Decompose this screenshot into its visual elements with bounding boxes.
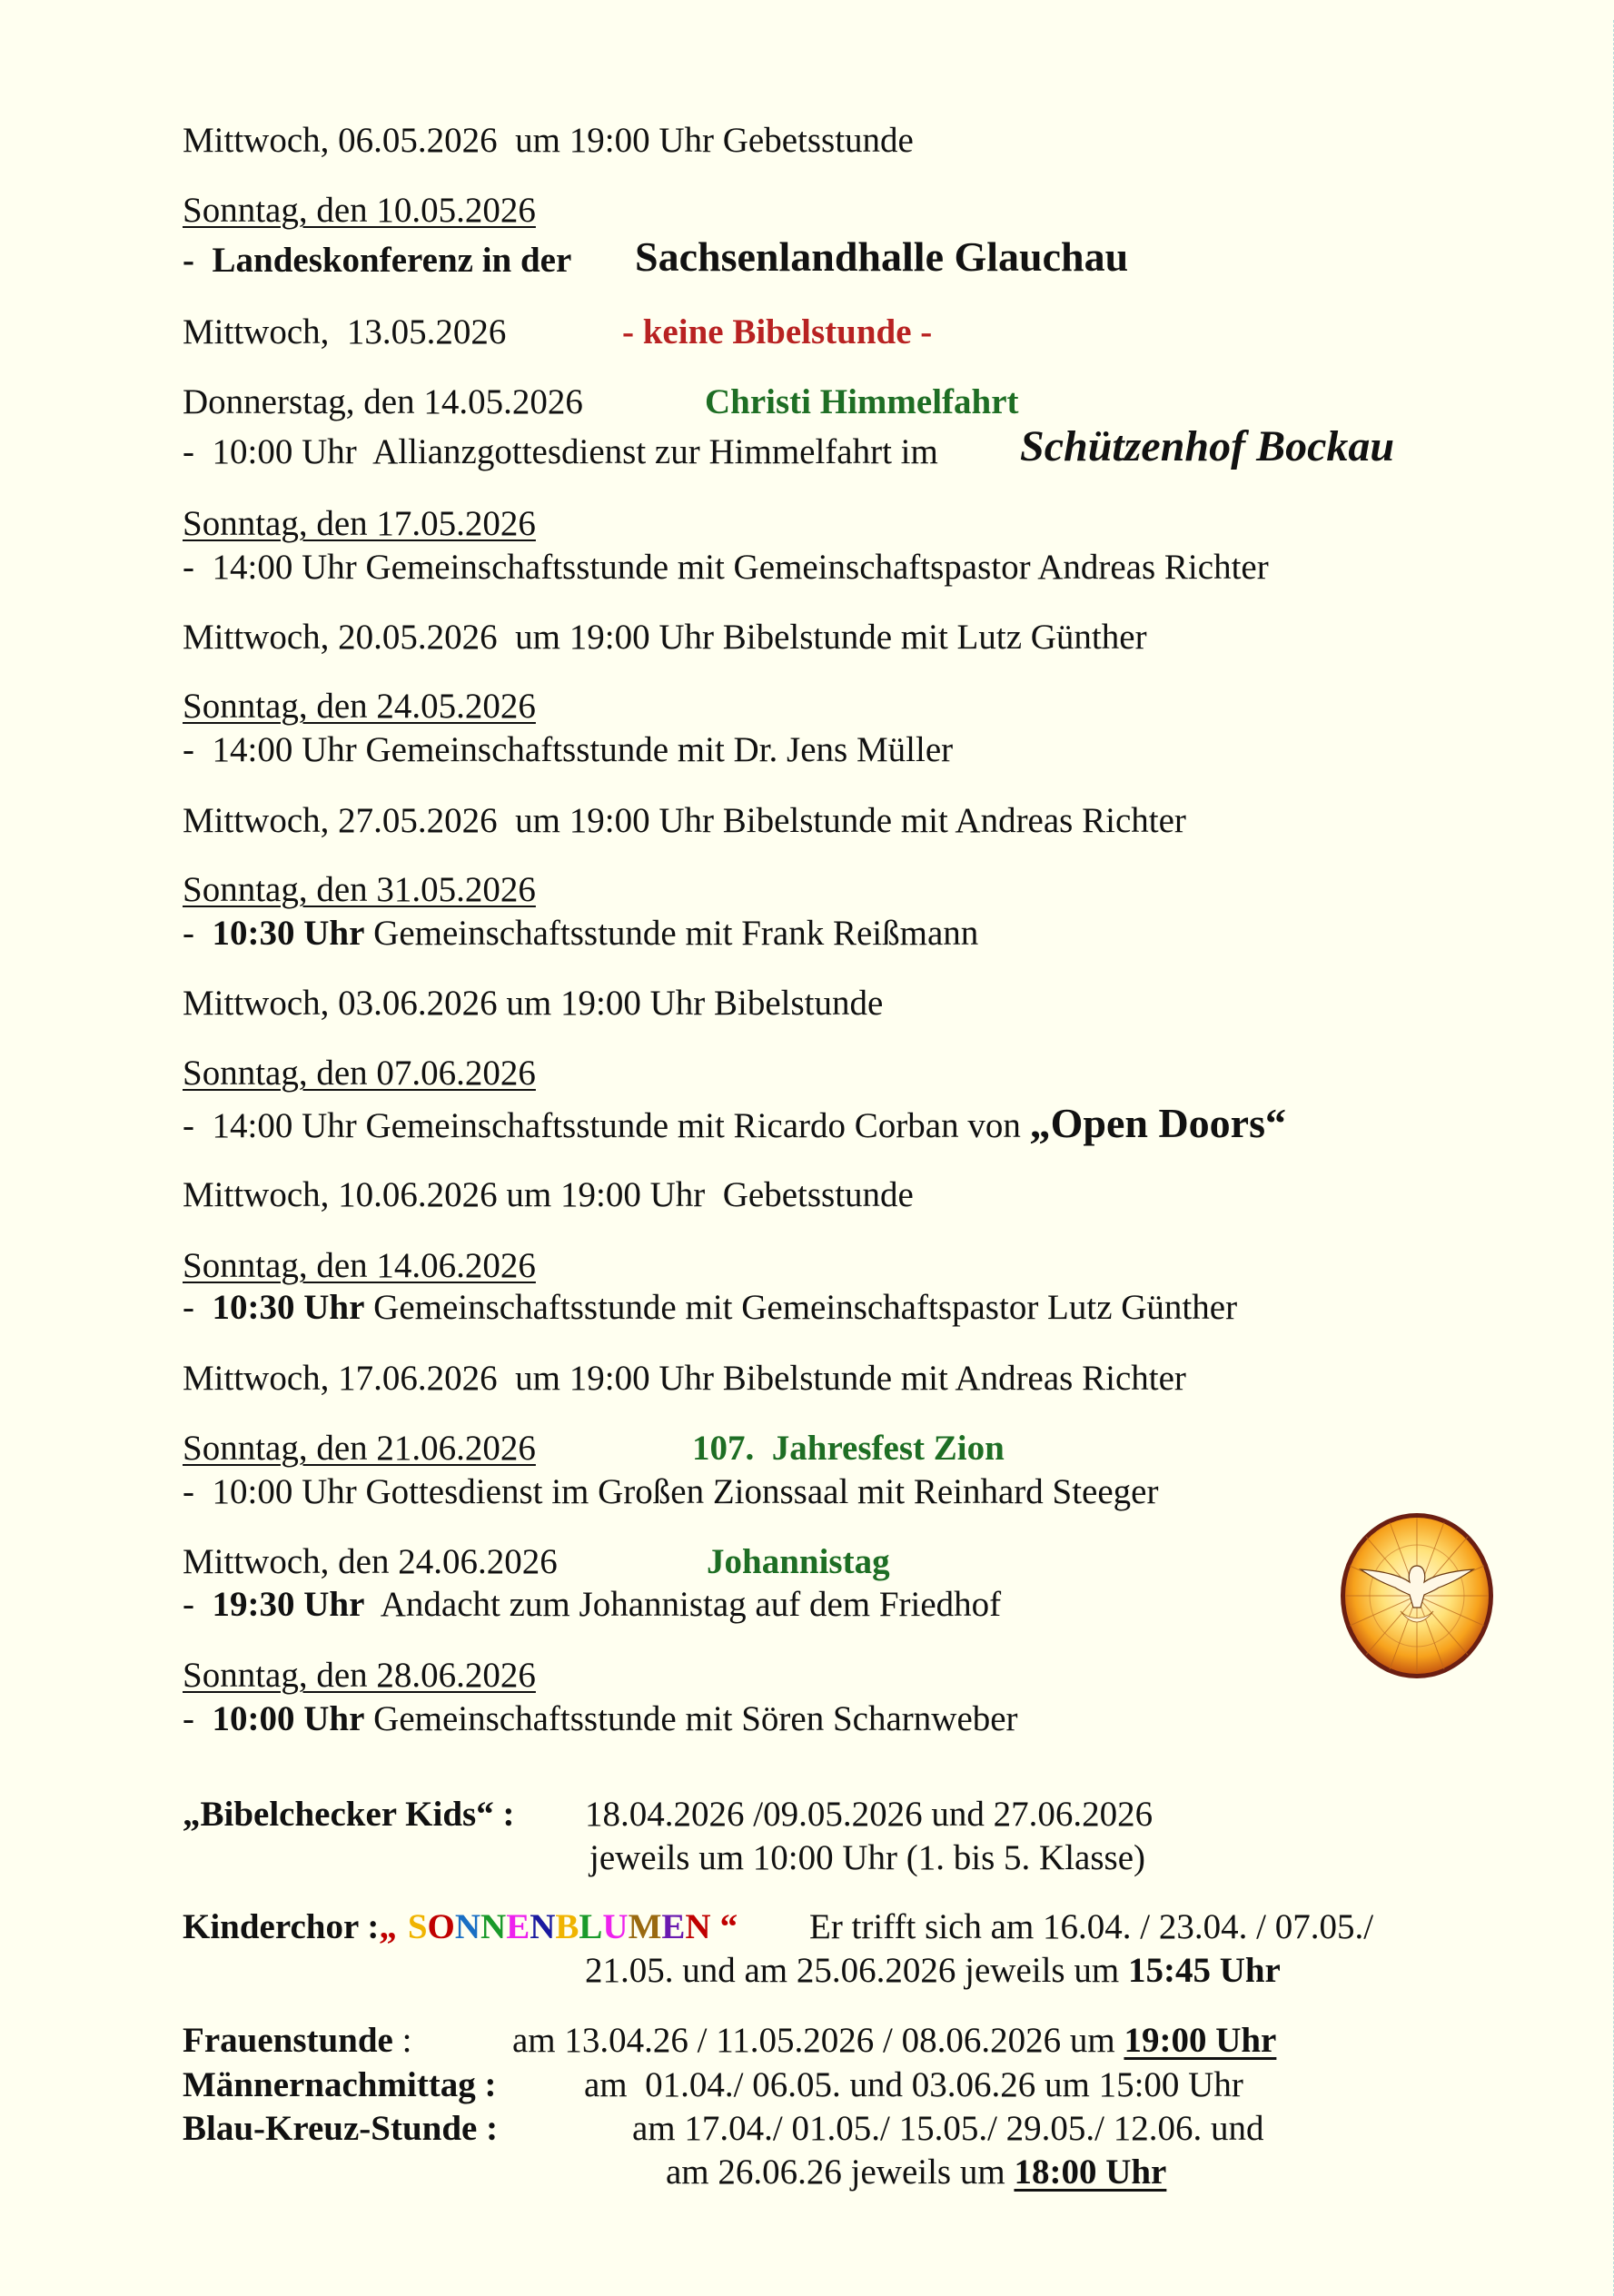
event-holiday-title: Christi Himmelfahrt <box>705 382 1019 421</box>
event-date: Sonntag, den 07.06.2026 <box>183 1054 536 1093</box>
detail-time: 10:30 Uhr <box>212 914 365 953</box>
choir-name-letter: U <box>602 1907 629 1946</box>
detail-dash: - <box>183 914 213 953</box>
event-date: Mittwoch, den 24.06.2026 <box>183 1542 558 1581</box>
event-line: Mittwoch, 06.05.2026 um 19:00 Uhr Gebetsstunde <box>183 121 914 160</box>
women-label: Frauenstunde <box>183 2021 393 2060</box>
choir-dates-cont <box>585 1949 1281 1993</box>
choir-open-quote: „ <box>379 1907 397 1946</box>
event-line: Mittwoch, 17.06.2026 um 19:00 Uhr Bibelstunde mit Andreas Richter <box>183 1359 1186 1398</box>
choir-dates-text: 21.05. und am 25.06.2026 jeweils um <box>585 1951 1128 1990</box>
event-date: Sonntag, den 14.06.2026 <box>183 1246 536 1285</box>
choir-name-letter: N <box>530 1907 556 1946</box>
blue-cross-group-label: Blau-Kreuz-Stunde : <box>183 2109 499 2148</box>
choir-name-letter: B <box>555 1907 579 1946</box>
detail-dash: - <box>183 1288 213 1327</box>
detail-text: Gemeinschaftsstunde mit Frank Reißmann <box>364 914 979 953</box>
choir-time: 15:45 Uhr <box>1127 1951 1281 1990</box>
choir-close-quote: “ <box>719 1907 738 1946</box>
choir-name-letter: N <box>454 1907 481 1946</box>
choir-name-letter: O <box>427 1907 455 1946</box>
detail-time: 19:30 Uhr <box>212 1585 365 1624</box>
event-venue-highlight: Sachsenlandhalle Glauchau <box>635 233 1129 280</box>
choir-name-letter: N <box>480 1907 507 1946</box>
detail-text: Andacht zum Johannistag auf dem Friedhof <box>364 1585 1002 1624</box>
event-date: Sonntag, den 28.06.2026 <box>183 1656 536 1695</box>
event-detail <box>183 1697 1018 1741</box>
event-line: Mittwoch, 27.05.2026 um 19:00 Uhr Bibelstunde mit Andreas Richter <box>183 801 1186 840</box>
event-detail-prefix: - Landeskonferenz in der <box>183 241 572 280</box>
event-detail-prefix: - 10:00 Uhr Allianzgottesdienst zur Himmelfahrt im <box>183 432 938 471</box>
kids-dates: 18.04.2026 /09.05.2026 und 27.06.2026 <box>585 1795 1154 1834</box>
event-detail: - 14:00 Uhr Gemeinschaftsstunde mit Gemeinschaftspastor Andreas Richter <box>183 548 1269 587</box>
event-date: Sonntag, den 10.05.2026 <box>183 191 536 230</box>
choir-name-letter: N <box>685 1907 711 1946</box>
men-group-label: Männernachmittag : <box>183 2065 497 2104</box>
blue-cross-dates: am 17.04./ 01.05./ 15.05./ 29.05./ 12.06. und <box>632 2109 1264 2148</box>
event-line: Mittwoch, 10.06.2026 um 19:00 Uhr Gebetsstunde <box>183 1175 914 1214</box>
event-venue-highlight: Schützenhof Bockau <box>1020 422 1395 470</box>
choir-name-letter: L <box>579 1907 603 1946</box>
event-org-highlight: „Open Doors“ <box>1029 1100 1286 1146</box>
choir-line <box>183 1905 738 1949</box>
men-dates: am 01.04./ 06.05. und 03.06.26 um 15:00 Uhr <box>584 2065 1243 2104</box>
event-holiday-title: Johannistag <box>707 1542 890 1581</box>
choir-name-letter: S <box>407 1907 428 1946</box>
women-dates <box>512 2019 1276 2063</box>
choir-name-letter: M <box>628 1907 662 1946</box>
blue-cross-dates-text: am 26.06.26 jeweils um <box>666 2152 1015 2192</box>
detail-time: 10:00 Uhr <box>212 1699 365 1738</box>
event-date: Sonntag, den 17.05.2026 <box>183 504 536 543</box>
women-time: 19:00 Uhr <box>1124 2021 1277 2060</box>
women-dates-text: am 13.04.26 / 11.05.2026 / 08.06.2026 um <box>512 2021 1124 2060</box>
event-holiday-title: 107. Jahresfest Zion <box>692 1429 1005 1468</box>
event-date: Mittwoch, 13.05.2026 <box>183 312 507 351</box>
event-detail <box>183 912 978 955</box>
choir-dates: Er trifft sich am 16.04. / 23.04. / 07.05./ <box>809 1907 1374 1946</box>
blue-cross-time: 18:00 Uhr <box>1014 2152 1167 2192</box>
event-line: Mittwoch, 20.05.2026 um 19:00 Uhr Bibelstunde mit Lutz Günther <box>183 618 1147 657</box>
event-detail <box>183 1286 1237 1330</box>
kids-group-label: „Bibelchecker Kids“ : <box>183 1795 515 1834</box>
choir-name-letter: E <box>506 1907 530 1946</box>
women-group-label <box>183 2019 411 2063</box>
choir-label: Kinderchor : <box>183 1907 380 1946</box>
event-date: Sonntag, den 24.05.2026 <box>183 687 536 726</box>
kids-time-info: jeweils um 10:00 Uhr (1. bis 5. Klasse) <box>589 1838 1146 1877</box>
detail-text: - 14:00 Uhr Gemeinschaftsstunde mit Ricardo Corban von <box>183 1106 1030 1145</box>
detail-dash: - <box>183 1699 213 1738</box>
event-detail: - 14:00 Uhr Gemeinschaftsstunde mit Dr. Jens Müller <box>183 730 954 769</box>
detail-time: 10:30 Uhr <box>212 1288 365 1327</box>
detail-text: Gemeinschaftsstunde mit Sören Scharnweber <box>364 1699 1018 1738</box>
event-cancel-note: - keine Bibelstunde - <box>622 312 933 351</box>
blue-cross-dates-cont <box>666 2151 1166 2194</box>
detail-text: Gemeinschaftsstunde mit Gemeinschaftspastor Lutz Günther <box>364 1288 1238 1327</box>
women-label-colon: : <box>392 2021 412 2060</box>
holy-spirit-dove-window-icon <box>1337 1509 1497 1682</box>
event-detail <box>183 1583 1001 1627</box>
event-detail: - 10:00 Uhr Gottesdienst im Großen Zionssaal mit Reinhard Steeger <box>183 1472 1159 1511</box>
event-date: Donnerstag, den 14.05.2026 <box>183 382 583 421</box>
event-date: Sonntag, den 31.05.2026 <box>183 870 536 909</box>
choir-name-letter: E <box>661 1907 686 1946</box>
choir-name-sonnenblumen <box>408 1907 711 1946</box>
event-line: Mittwoch, 03.06.2026 um 19:00 Uhr Bibelstunde <box>183 984 884 1023</box>
event-date: Sonntag, den 21.06.2026 <box>183 1429 536 1468</box>
event-detail <box>183 1102 1286 1145</box>
detail-dash: - <box>183 1585 213 1624</box>
